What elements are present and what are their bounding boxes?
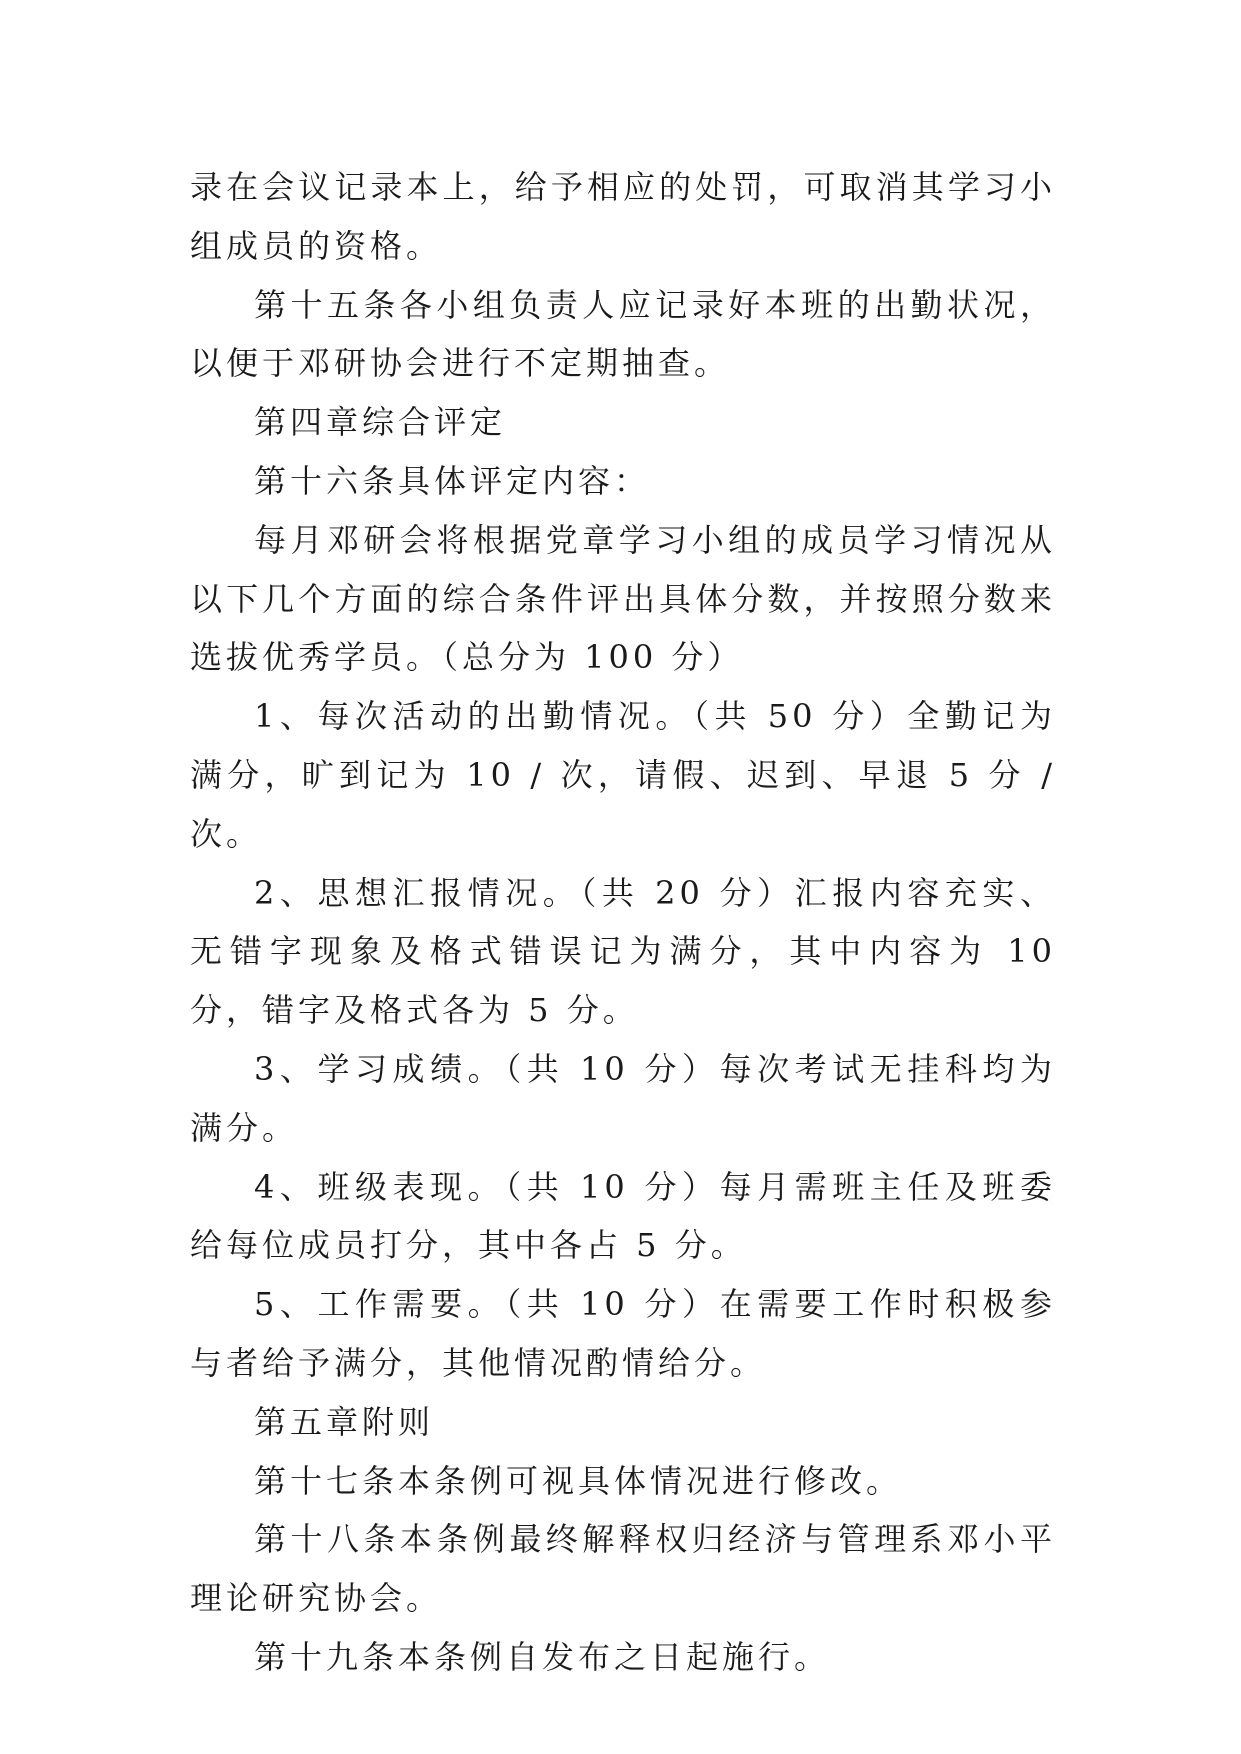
paragraph-article-16: 第十六条具体评定内容： <box>254 461 651 500</box>
paragraph-item-5: 5、工作需要。（共 10 分）在需要工作时积极参与者给予满分，其他情况酌情给分。 <box>190 1285 1056 1382</box>
paragraph-continuation: 录在会议记录本上，给予相应的处罚，可取消其学习小组成员的资格。 <box>190 168 1056 265</box>
paragraph-item-2: 2、思想汇报情况。（共 20 分）汇报内容充实、无错字现象及格式错误记为满分，其中内容为 10 分，错字及格式各为 5 分。 <box>190 873 1056 1030</box>
chapter-heading-5: 第五章附则 <box>254 1402 435 1441</box>
paragraph-article-18: 第十八条本条例最终解释权归经济与管理系邓小平理论研究协会。 <box>190 1520 1056 1618</box>
paragraph-item-1: 1、每次活动的出勤情况。（共 50 分）全勤记为满分，旷到记为 10 / 次，请假、迟到、早退 5 分 / 次。 <box>190 697 1056 853</box>
paragraph-item-3: 3、学习成绩。（共 10 分）每次考试无挂科均为满分。 <box>190 1049 1056 1147</box>
document-body <box>190 158 1056 1687</box>
paragraph-evaluation-intro: 每月邓研会将根据党章学习小组的成员学习情况从以下几个方面的综合条件评出具体分数，并按照分数来选拔优秀学员。（总分为 100 分） <box>190 520 1056 677</box>
paragraph-article-15: 第十五条各小组负责人应记录好本班的出勤状况，以便于邓研协会进行不定期抽查。 <box>190 285 1056 383</box>
paragraph-item-4: 4、班级表现。（共 10 分）每月需班主任及班委给每位成员打分，其中各占 5 分。 <box>190 1167 1056 1265</box>
paragraph-article-19: 第十九条本条例自发布之日起施行。 <box>254 1637 831 1676</box>
chapter-heading-4: 第四章综合评定 <box>254 403 507 442</box>
paragraph-article-17: 第十七条本条例可视具体情况进行修改。 <box>254 1461 903 1500</box>
